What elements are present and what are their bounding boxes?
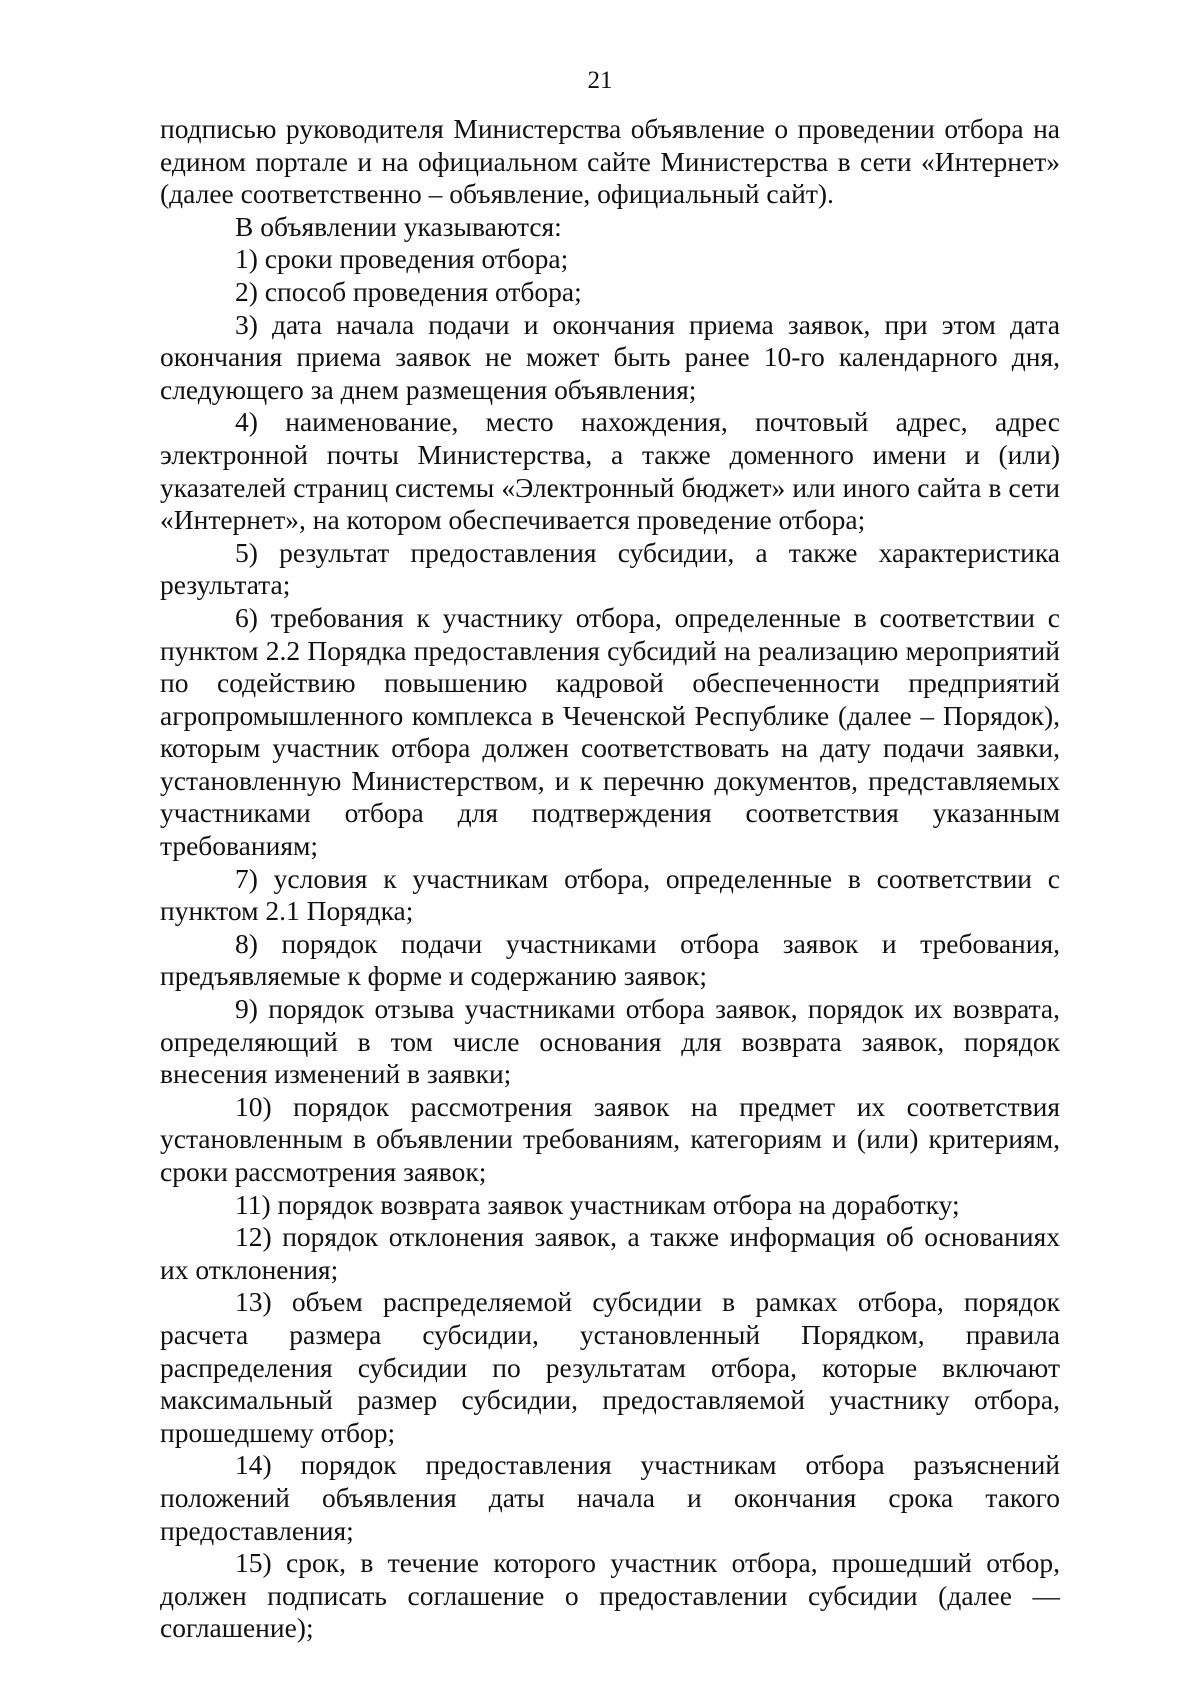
list-item-6: 6) требования к участнику отбора, определенные в соответствии с пунктом 2.2 Порядка предоставления субсидий на реализацию мероприятий по содействию повышению кадровой обеспеченности предприятий агропромышленного комплекса в Чеченской Республике (далее – Порядок), которым участник отбора должен соответствовать на дату подачи заявки, установленную Министерством, и к перечню документов, представляемых участниками отбора для подтверждения соответствия указанным требованиям;: [160, 601, 1060, 862]
paragraph-continuation: подписью руководителя Министерства объявление о проведении отбора на едином портале и на официальном сайте Министерства в сети «Интернет» (далее соответственно – объявление, официальный сайт).: [160, 113, 1060, 210]
list-item-5: 5) результат предоставления субсидии, а также характеристика результата;: [160, 536, 1060, 601]
list-item-4: 4) наименование, место нахождения, почтовый адрес, адрес электронной почты Министерства, а также доменного имени и (или) указателей страниц системы «Электронный бюджет» или иного сайта в сети «Интернет», на котором обеспечивается проведение отбора;: [160, 406, 1060, 536]
list-item-7: 7) условия к участникам отбора, определенные в соответствии с пунктом 2.1 Порядка;: [160, 862, 1060, 927]
list-item-15: 15) срок, в течение которого участник отбора, прошедший отбор, должен подписать соглашение о предоставлении субсидии (далее — соглашение);: [160, 1547, 1060, 1644]
list-item-10: 10) порядок рассмотрения заявок на предмет их соответствия установленным в объявлении требованиям, категориям и (или) критериям, сроки рассмотрения заявок;: [160, 1090, 1060, 1187]
paragraph-list-intro: В объявлении указываются:: [235, 210, 562, 242]
list-item-12: 12) порядок отклонения заявок, а также информация об основаниях их отклонения;: [160, 1221, 1060, 1285]
list-item-13: 13) объем распределяемой субсидии в рамках отбора, порядок расчета размера субсидии, установленный Порядком, правила распределения субсидии по результатам отбора, которые включают максимальный размер субсидии, предоставляемой участнику отбора, прошедшему отбор;: [160, 1286, 1060, 1448]
document-body: [160, 113, 1060, 1645]
list-item-3: 3) дата начала подачи и окончания приема заявок, при этом дата окончания приема заявок не может быть ранее 10-го календарного дня, следующего за днем размещения объявления;: [160, 308, 1060, 405]
page-number: 21: [587, 67, 613, 94]
list-item-8: 8) порядок подачи участниками отбора заявок и требования, предъявляемые к форме и содержанию заявок;: [160, 927, 1060, 992]
list-item-11: 11) порядок возврата заявок участникам отбора на доработку;: [235, 1188, 960, 1220]
list-item-2: 2) способ проведения отбора;: [235, 275, 582, 307]
list-item-1: 1) сроки проведения отбора;: [235, 243, 569, 275]
list-item-9: 9) порядок отзыва участниками отбора заявок, порядок их возврата, определяющий в том числе основания для возврата заявок, порядок внесения изменений в заявки;: [160, 993, 1060, 1090]
list-item-14: 14) порядок предоставления участникам отбора разъяснений положений объявления даты начала и окончания срока такого предоставления;: [160, 1449, 1060, 1546]
